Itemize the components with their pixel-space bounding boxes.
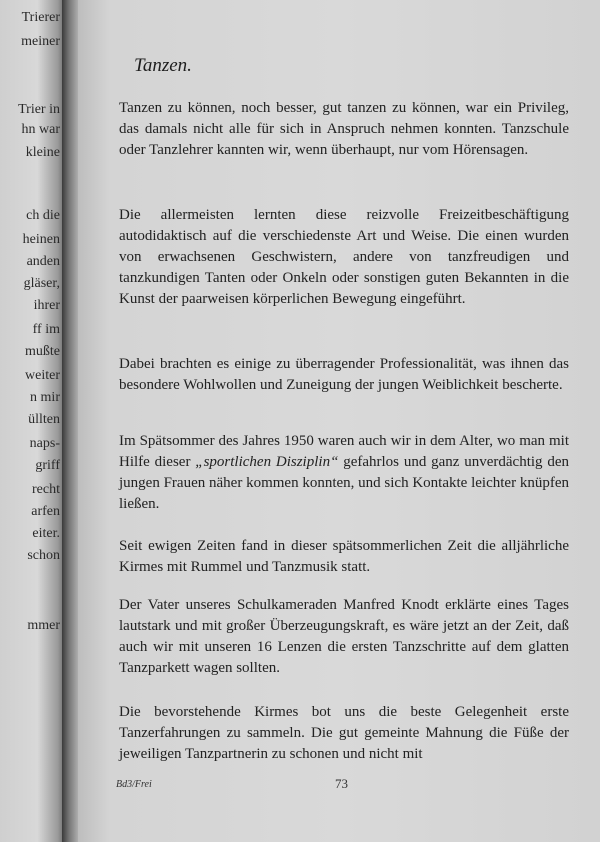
right-page: [78, 0, 600, 842]
left-page-fragment: mmer: [27, 618, 60, 633]
left-page-fragment: arfen: [31, 504, 60, 519]
left-page-fragment: schon: [27, 548, 60, 563]
left-page-fragment: hn war: [21, 122, 60, 137]
footer-code: Bd3/Frei: [116, 779, 152, 790]
paragraph: [119, 431, 569, 515]
paragraph: Seit ewigen Zeiten fand in dieser spätsommerlichen Zeit die alljährliche Kirmes mit Rummel und Tanzmusik statt.: [119, 538, 569, 575]
paragraph: Dabei brachten es einige zu überragender Professionalität, was ihnen das besondere Wohlwollen und Zuneigung der jungen Weiblichkeit bescherte.: [119, 356, 569, 393]
left-page-fragment: recht: [32, 482, 60, 497]
page-number: 73: [335, 776, 348, 791]
left-page-fragment: ff im: [32, 322, 60, 337]
left-page-fragment: mußte: [25, 344, 60, 359]
left-page-fragment: ch die: [26, 208, 60, 223]
paragraph-text: gefahrlos und ganz unverdächtig den jungen Frauen näher kommen konnten, und sich Kontakte leichter knüpfen ließen.: [119, 454, 569, 512]
left-page-fragment: Trierer: [21, 10, 60, 25]
left-page-fragment: anden: [26, 254, 60, 269]
left-page-fragment: üllten: [28, 412, 60, 427]
left-page-fragment: griff: [35, 458, 60, 473]
left-page-fragment: n mir: [30, 390, 60, 405]
left-page-fragment: heinen: [22, 232, 60, 247]
paragraph: Der Vater unseres Schulkameraden Manfred Knodt erklärte eines Tages lautstark und mit großer Überzeugungskraft, es wäre jetzt an der Zeit, daß auch wir mit unseren 16 Lenzen die ersten Tanzschritte auf dem glatten Tanzparkett wagen sollten.: [119, 597, 569, 676]
left-page: [0, 0, 68, 842]
left-page-fragment: eiter.: [32, 526, 60, 541]
paragraph: Die allermeisten lernten diese reizvolle Freizeitbeschäftigung autodidaktisch auf die verschiedenste Art und Weise. Die einen wurden von erwachsenen Geschwistern, andere von tanzfreudigen und tanzkundigen Tanten oder Onkeln oder sonstigen guten Bekannten in die Kunst der paarweisen körperlichen Bewegung eingeführt.: [119, 207, 569, 307]
left-page-fragment: ihrer: [33, 298, 60, 313]
section-heading: Tanzen.: [134, 55, 192, 76]
left-page-fragment: Trier in: [18, 102, 60, 117]
paragraph-text: Im Spätsommer des Jahres 1950 waren auch wir in dem Alter, wo man mit Hilfe dieser: [119, 433, 569, 470]
paragraph: Die bevorstehende Kirmes bot uns die beste Gelegenheit erste Tanzerfahrungen zu sammeln. Die gut gemeinte Mahnung die Füße der jeweiligen Tanzpartnerin zu schonen und nicht mit: [119, 704, 569, 762]
paragraph: Tanzen zu können, noch besser, gut tanzen zu können, war ein Privileg, das damals nicht alle für sich in Anspruch nehmen konnten. Tanzschule oder Tanzlehrer kannten wir, wenn überhaupt, nur vom Hörensagen.: [119, 100, 569, 158]
left-page-fragment: weiter: [25, 368, 60, 383]
left-page-fragment: meiner: [21, 34, 60, 49]
left-page-fragment: kleine: [25, 145, 60, 160]
emphasized-phrase: „sportlichen Disziplin“: [195, 454, 339, 470]
left-page-fragment: naps-: [29, 436, 60, 451]
left-page-fragment: gläser,: [23, 276, 60, 291]
